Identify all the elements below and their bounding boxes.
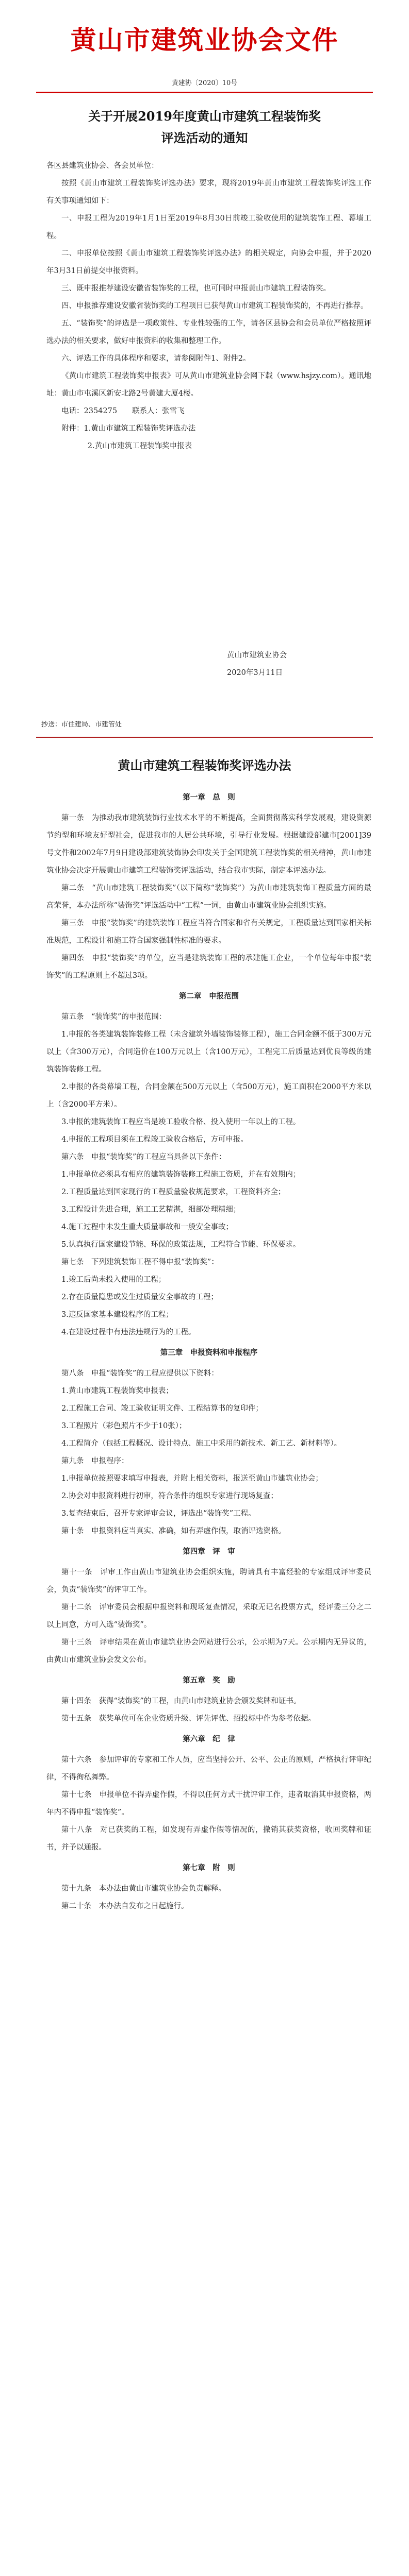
article-paragraph: 第十七条 申报单位不得弄虚作假，不得以任何方式干扰评审工作，违者取消其申报资格，两年内不得申报“装饰奖”。 — [46, 1791, 371, 1817]
article-paragraph: 第五条 “装饰奖”的申报范围： — [61, 1013, 167, 1021]
notice-paragraph: 电话：2354275 联系人：张雪飞 — [61, 407, 185, 415]
header-red-rule — [36, 92, 373, 93]
article-paragraph: 3.复查结束后，召开专家评审会议，评选出“装饰奖”工程。 — [61, 1510, 256, 1518]
notice-paragraph: 《黄山市建筑工程装饰奖申报表》可从黄山市建筑业协会网下载（www.hsjzy.com）。通讯地址：黄山市屯溪区新安北路2号黄建大厦4楼。 — [46, 372, 371, 398]
article-paragraph: 第十四条 获得“装饰奖”的工程，由黄山市建筑业协会颁发奖牌和证书。 — [61, 1697, 301, 1705]
attachment-line: 2.黄山市建筑工程装饰奖申报表 — [87, 442, 192, 450]
article-paragraph: 3.违反国家基本建设程序的工程； — [61, 1311, 173, 1319]
cc-line: 抄送：市住建局、市建管处 — [41, 721, 122, 728]
notice-paragraph: 按照《黄山市建筑工程装饰奖评选办法》要求，现将2019年黄山市建筑工程装饰奖评选工作有关事项通知如下： — [46, 179, 371, 205]
chapter-heading: 第七章 附 则 — [183, 1863, 235, 1872]
article-paragraph: 4.在建设过程中有违法违规行为的工程。 — [61, 1328, 196, 1336]
rules-body — [46, 786, 371, 1915]
article-paragraph: 1.申报单位必须具有相应的建筑装饰装修工程施工资质，并在有效期内； — [61, 1171, 301, 1179]
notice-paragraph: 五、“装饰奖”的评选是一项政策性、专业性较强的工作，请各区县协会和会员单位严格按照评选办法的相关要求，做好申报资料的收集和整理工作。 — [46, 319, 371, 345]
article-paragraph: 第十九条 本办法由黄山市建筑业协会负责解释。 — [61, 1885, 226, 1893]
article-paragraph: 第三条 申报“装饰奖”的建筑装饰工程应当符合国家和省有关规定，工程质量达到国家相关标准规范，工程设计和施工符合国家强制性标准的要求。 — [46, 919, 371, 945]
article-paragraph: 2.工程质量达到国家现行的工程质量验收规范要求，工程资料齐全； — [61, 1188, 286, 1196]
notice-salutation: 各区县建筑业协会、各会员单位： — [46, 162, 159, 170]
document-header-title: 黄山市建筑业协会文件 — [70, 25, 339, 55]
article-paragraph: 2.工程施工合同、竣工验收证明文件、工程结算书的复印件； — [61, 1404, 263, 1413]
notice-paragraph: 六、评选工作的具体程序和要求，请参阅附件1、附件2。 — [61, 354, 251, 363]
article-paragraph: 第九条 申报程序： — [61, 1457, 129, 1465]
notice-signature — [227, 647, 361, 682]
article-paragraph: 第十五条 获奖单位可在企业资质升级、评先评优、招投标中作为参考依据。 — [61, 1715, 316, 1723]
article-paragraph: 2.申报的各类幕墙工程，合同金额在500万元以上（含500万元），施工面积在2000平方米以上（含2000平方米）。 — [46, 1083, 371, 1109]
article-paragraph: 第六条 申报“装饰奖”的工程应当具备以下条件： — [61, 1153, 226, 1161]
notice-paragraph: 一、申报工程为2019年1月1日至2019年8月30日前竣工验收使用的建筑装饰工程、幕墙工程。 — [46, 214, 371, 240]
article-paragraph: 第七条 下列建筑装饰工程不得申报“装饰奖”： — [61, 1258, 219, 1266]
section-separator — [36, 737, 373, 738]
notice-paragraph: 二、申报单位按照《黄山市建筑工程装饰奖评选办法》的相关规定，向协会申报，并于2020年3月31日前提交申报资料。 — [46, 249, 371, 275]
signer: 黄山市建筑业协会 — [227, 651, 287, 659]
chapter-heading: 第二章 申报范围 — [179, 992, 239, 1001]
article-paragraph: 3.工程设计先进合理，施工工艺精湛，细部处理精细； — [61, 1206, 241, 1214]
article-paragraph: 第十八条 对已获奖的工程，如发现有弄虚作假等情况的，撤销其获奖资格，收回奖牌和证书，并予以通报。 — [46, 1826, 371, 1852]
article-paragraph: 第十一条 评审工作由黄山市建筑业协会组织实施，聘请具有丰富经验的专家组成评审委员会，负责“装饰奖”的评审工作。 — [46, 1568, 371, 1594]
notice-paragraph: 三、既申报推荐建设安徽省装饰奖的工程，也可同时申报黄山市建筑工程装饰奖。 — [61, 284, 331, 293]
article-paragraph: 5.认真执行国家建设节能、环保的政策法规，工程符合节能、环保要求。 — [61, 1241, 301, 1249]
article-paragraph: 2.存在质量隐患或发生过质量安全事故的工程； — [61, 1293, 218, 1301]
article-paragraph: 1.申报的各类建筑装饰装修工程（未含建筑外墙装饰装修工程），施工合同金额不低于300万元以上（含300万元），合同造价在100万元以上（含100万元），工程完工后质量达到优良等级的建筑装饰装修工程。 — [46, 1030, 371, 1074]
notice-paragraph: 四、申报推荐建设安徽省装饰奖的工程项目已获得黄山市建筑工程装饰奖的，不再进行推荐。 — [61, 302, 368, 310]
notice-title-line1: 关于开展2019年度黄山市建筑工程装饰奖 — [88, 109, 321, 124]
article-paragraph: 1.申报单位按照要求填写申报表，并附上相关资料，报送至黄山市建筑业协会； — [61, 1475, 323, 1483]
article-paragraph: 4.施工过程中未发生重大质量事故和一般安全事故； — [61, 1223, 233, 1231]
article-paragraph: 第十二条 评审委员会根据申报资料和现场复查情况，采取无记名投票方式，经评委三分之二以上同意，方可入选“装饰奖”。 — [46, 1603, 371, 1629]
article-paragraph: 第一条 为推动我市建筑装饰行业技术水平的不断提高，全面贯彻落实科学发展观，建设资源节约型和环境友好型社会，促进我市的人居公共环境，引导行业发展。根据建设部建市[2001]39号文件和2002年7月9日建设部建筑装饰协会印发关于全国建筑工程装饰奖的相关精神，黄山市建筑业协会决定开展黄山市建筑工程装饰奖评选活动，结合我市实际，制定本评选办法。 — [46, 814, 371, 875]
article-paragraph: 第四条 申报“装饰奖”的单位，应当是建筑装饰工程的承建施工企业，一个单位每年申报“装饰奖”的工程原则上不超过3项。 — [46, 954, 371, 980]
article-paragraph: 4.申报的工程项目须在工程竣工验收合格后，方可申报。 — [61, 1136, 248, 1144]
attachment-line: 附件：1.黄山市建筑工程装饰奖评选办法 — [61, 425, 196, 433]
article-paragraph: 第八条 申报“装饰奖”的工程应提供以下资料： — [61, 1369, 219, 1378]
chapter-heading: 第三章 申报资料和申报程序 — [160, 1348, 258, 1357]
article-paragraph: 3.申报的建筑装饰工程应当是竣工验收合格、投入使用一年以上的工程。 — [61, 1118, 301, 1126]
notice-body — [46, 157, 371, 455]
chapter-heading: 第一章 总 则 — [183, 793, 235, 802]
article-paragraph: 2.协会对申报资料进行初审，符合条件的组织专家进行现场复查； — [61, 1492, 278, 1500]
article-paragraph: 第二十条 本办法自发布之日起施行。 — [61, 1902, 189, 1910]
notice-title-line2: 评选活动的通知 — [161, 130, 248, 145]
article-paragraph: 1.竣工后尚未投入使用的工程； — [61, 1276, 166, 1284]
article-paragraph: 第二条 “黄山市建筑工程装饰奖”（以下简称“装饰奖”）为黄山市建筑装饰工程质量方面的最高荣誉，本办法所称“装饰奖”评选活动中“工程”一词，由黄山市建筑业协会组织实施。 — [46, 884, 371, 910]
article-paragraph: 4.工程简介（包括工程概况、设计特点、施工中采用的新技术、新工艺、新材料等）。 — [61, 1439, 342, 1448]
article-paragraph: 第十三条 评审结果在黄山市建筑业协会网站进行公示，公示期为7天。公示期内无异议的，由黄山市建筑业协会发文公布。 — [46, 1638, 371, 1664]
chapter-heading: 第六章 纪 律 — [183, 1735, 235, 1743]
rules-title: 黄山市建筑工程装饰奖评选办法 — [118, 758, 291, 773]
sign-date: 2020年3月11日 — [227, 669, 283, 677]
article-paragraph: 3.工程照片（彩色照片不少于10张）； — [61, 1422, 187, 1430]
chapter-heading: 第五章 奖 励 — [183, 1676, 235, 1685]
article-paragraph: 第十六条 参加评审的专家和工作人员，应当坚持公开、公平、公正的原则，严格执行评审纪律，不得徇私舞弊。 — [46, 1756, 371, 1782]
article-paragraph: 1.黄山市建筑工程装饰奖申报表； — [61, 1387, 173, 1395]
document-number: 黄建协〔2020〕10号 — [171, 79, 238, 87]
article-paragraph: 第十条 申报资料应当真实、准确，如有弄虚作假，取消评选资格。 — [61, 1527, 286, 1535]
chapter-heading: 第四章 评 审 — [183, 1547, 235, 1556]
